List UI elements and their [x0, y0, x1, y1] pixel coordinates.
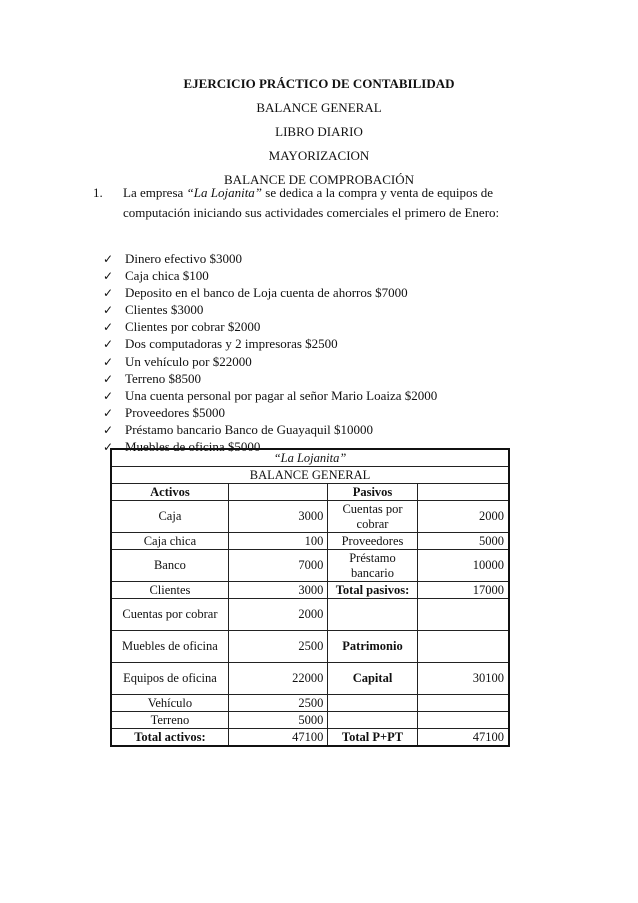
list-item-text: Clientes por cobrar $2000	[125, 319, 261, 335]
table-row	[111, 631, 509, 663]
asset-name: Vehículo	[111, 695, 228, 712]
list-item	[103, 250, 437, 267]
asset-value: 2000	[228, 599, 328, 631]
company-name: “La Lojanita”	[186, 185, 263, 200]
heading-libro-diario: LIBRO DIARIO	[275, 124, 363, 139]
asset-value: 5000	[228, 712, 328, 729]
heading-balance-general: BALANCE GENERAL	[256, 100, 382, 115]
liability-value	[417, 712, 509, 729]
table-row	[111, 501, 509, 533]
list-item	[103, 284, 437, 301]
liability-name: Proveedores	[328, 533, 417, 550]
question-line-1	[123, 185, 493, 201]
asset-name: Terreno	[111, 712, 228, 729]
assets-header: Activos	[111, 484, 228, 501]
liability-value: 47100	[417, 729, 509, 747]
liability-name: Patrimonio	[328, 631, 417, 663]
list-item-text: Una cuenta personal por pagar al señor Mario Loaiza $2000	[125, 387, 438, 403]
list-item	[103, 267, 437, 284]
list-item	[103, 370, 437, 387]
heading-mayorizacion: MAYORIZACION	[268, 148, 370, 163]
question-text-post: se dedica a la compra y venta de equipos de	[262, 185, 494, 200]
balance-table	[110, 448, 510, 747]
asset-value: 47100	[228, 729, 328, 747]
checkmark-icon: ✓	[103, 337, 114, 352]
asset-value: 22000	[228, 663, 328, 695]
asset-name: Clientes	[111, 582, 228, 599]
asset-value: 2500	[228, 631, 328, 663]
question-text-pre: La empresa	[123, 185, 187, 200]
liability-value: 17000	[417, 582, 509, 599]
table-row	[111, 550, 509, 582]
list-item-text: Préstamo bancario Banco de Guayaquil $10000	[125, 421, 374, 437]
heading-balance-comprobacion: BALANCE DE COMPROBACIÓN	[224, 172, 414, 187]
table-title-row	[111, 467, 509, 484]
table-row	[111, 695, 509, 712]
liability-value: 2000	[417, 501, 509, 533]
asset-value: 3000	[228, 501, 328, 533]
table-row	[111, 582, 509, 599]
checkmark-icon: ✓	[103, 303, 114, 318]
table-company-row	[111, 449, 509, 467]
checkmark-icon: ✓	[103, 320, 114, 335]
liability-value	[417, 599, 509, 631]
question-line-2: computación iniciando sus actividades comerciales el primero de Enero:	[123, 205, 500, 220]
table-row	[111, 712, 509, 729]
list-item	[103, 421, 437, 438]
liability-name	[328, 712, 417, 729]
liability-name: Total pasivos:	[328, 582, 417, 599]
asset-name: Banco	[111, 550, 228, 582]
list-item	[103, 301, 437, 318]
table-header-row	[111, 484, 509, 501]
table-title: BALANCE GENERAL	[111, 467, 509, 484]
list-item-text: Dinero efectivo $3000	[125, 251, 242, 266]
liability-name	[328, 599, 417, 631]
list-item-text: Un vehículo por $22000	[125, 353, 252, 369]
liabilities-header: Pasivos	[328, 484, 417, 501]
list-item	[103, 335, 437, 352]
checkmark-icon: ✓	[103, 286, 114, 301]
checkmark-icon: ✓	[103, 422, 114, 437]
asset-name: Caja	[111, 501, 228, 533]
list-item-text: Deposito en el banco de Loja cuenta de ahorros $7000	[125, 285, 408, 301]
liability-value	[417, 695, 509, 712]
question-number: 1.	[93, 185, 103, 200]
table-row	[111, 729, 509, 747]
list-item	[103, 353, 437, 370]
asset-name: Muebles de oficina	[111, 631, 228, 663]
asset-name: Cuentas por cobrar	[111, 599, 228, 631]
asset-value: 2500	[228, 695, 328, 712]
list-item-text: Dos computadoras y 2 impresoras $2500	[125, 336, 338, 352]
empty-cell	[417, 484, 509, 501]
table-row	[111, 599, 509, 631]
list-item	[103, 318, 437, 335]
liability-value	[417, 631, 509, 663]
liability-value: 5000	[417, 533, 509, 550]
item-list	[103, 250, 437, 455]
list-item	[103, 404, 437, 421]
liability-name: Cuentas por cobrar	[328, 501, 417, 533]
list-item-text: Proveedores $5000	[125, 404, 226, 420]
asset-value: 7000	[228, 550, 328, 582]
liability-name	[328, 695, 417, 712]
checkmark-icon: ✓	[103, 269, 114, 284]
table-row	[111, 663, 509, 695]
asset-name: Caja chica	[111, 533, 228, 550]
table-company: “La Lojanita”	[111, 449, 509, 467]
empty-cell	[228, 484, 328, 501]
checkmark-icon: ✓	[103, 354, 114, 369]
checkmark-icon: ✓	[103, 252, 114, 266]
asset-name: Equipos de oficina	[111, 663, 228, 695]
document-title: EJERCICIO PRÁCTICO DE CONTABILIDAD	[183, 76, 455, 91]
liability-value: 30100	[417, 663, 509, 695]
list-item-text: Clientes $3000	[125, 302, 204, 318]
asset-value: 3000	[228, 582, 328, 599]
liability-value: 10000	[417, 550, 509, 582]
liability-name: Capital	[328, 663, 417, 695]
list-item	[103, 387, 437, 404]
list-item-text: Terreno $8500	[125, 370, 201, 386]
list-item-text: Caja chica $100	[125, 268, 209, 284]
checkmark-icon: ✓	[103, 405, 114, 420]
liability-name: Préstamo bancario	[328, 550, 417, 582]
asset-name: Total activos:	[111, 729, 228, 747]
liability-name: Total P+PT	[328, 729, 417, 747]
checkmark-icon: ✓	[103, 371, 114, 386]
asset-value: 100	[228, 533, 328, 550]
checkmark-icon: ✓	[103, 440, 114, 455]
checkmark-icon: ✓	[103, 388, 114, 403]
table-row	[111, 533, 509, 550]
list-item-text: Muebles de oficina $5000	[125, 439, 261, 455]
